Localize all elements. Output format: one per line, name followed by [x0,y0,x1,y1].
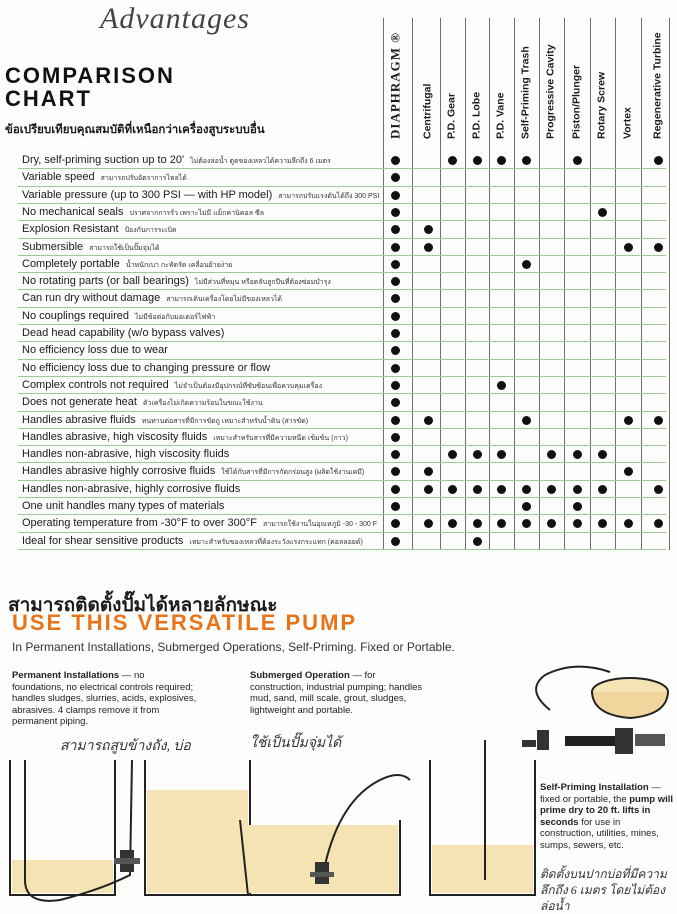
submerged-operation-text [250,670,430,716]
column-header-label: Progressive Cavity [544,44,557,139]
row-label [22,241,160,254]
feature-dot [448,485,457,494]
submerged-thai-note: ใช้เป็นปั๊มจุ่มได้ [250,736,342,751]
feature-dot [598,485,607,494]
row-label-english: Handles non-abrasive, high viscosity fluids [22,448,230,461]
feature-dot [654,156,663,165]
row-label-english: Does not generate heat [22,396,137,409]
column-header-label: Regenerative Turbine [651,32,664,139]
column-header-label: P.D. Lobe [470,91,483,139]
row-divider [18,186,666,187]
column-divider [615,18,616,550]
row-label-english: Variable speed [22,171,95,184]
column-header [490,18,512,150]
feature-dot [424,467,433,476]
row-label-thai: ไม่มีข้อต่อกับมอเตอร์ไฟฟ้า [135,313,216,321]
feature-dot [497,381,506,390]
row-label-english: No mechanical seals [22,205,124,218]
self-priming-body-2: for use in construction, utilities, mines, sumps, sewers, etc. [540,816,659,851]
self-priming-pump-unit [515,650,677,760]
feature-dot [391,537,400,546]
feature-dot [391,433,400,442]
row-divider [18,359,666,360]
row-label-thai: เหมาะสำหรับสารที่มีความหนืด เข้มข้น (กาว) [213,434,348,442]
feature-dot [624,467,633,476]
permanent-heading: Permanent Installations [12,670,120,681]
row-label [22,223,177,236]
feature-dot [391,243,400,252]
feature-dot [391,208,400,217]
feature-dot [522,260,531,269]
row-label-english: Handles non-abrasive, highly corrosive fluids [22,482,241,495]
feature-dot [598,450,607,459]
column-divider [669,18,670,550]
feature-dot [391,277,400,286]
feature-dot [654,243,663,252]
row-label [22,171,187,184]
row-label-thai: สามารถปรับแรงดันได้ถึง 300 PSI [278,192,380,200]
column-header-label: DIAPHRAGM ® [387,31,403,139]
submerged-body: — for construction, industrial pumping; handles mud, sand, mill scale, grout, sludges, lightweight and portable. [250,670,423,716]
feature-dot [391,519,400,528]
feature-dot [391,381,400,390]
feature-dot [497,485,506,494]
row-label-english: Variable pressure (up to 300 PSI — with HP model) [22,188,273,201]
feature-dot [598,208,607,217]
feature-dot [391,260,400,269]
feature-dot [598,519,607,528]
row-label [22,414,308,427]
versatile-subtitle: In Permanent Installations, Submerged Operations, Self-Priming. Fixed or Portable. [12,640,455,654]
row-label-thai: สามารถเดินเครื่องโดยไม่มีของเหลวได้ [166,296,282,304]
row-label [22,500,224,512]
column-header [466,18,488,150]
row-divider [18,376,666,377]
comparison-chart-title [5,64,175,110]
row-label [22,258,232,271]
feature-dot [424,225,433,234]
column-header [540,18,562,150]
row-label-english: Can run dry without damage [22,292,161,305]
row-divider [18,203,666,204]
row-divider [18,549,666,550]
row-label [22,275,331,288]
row-divider [18,445,666,446]
column-header-label: P.D. Gear [445,93,458,139]
feature-dot [547,485,556,494]
row-label-english: Dry, self-priming suction up to 20' [22,154,185,166]
row-label-thai: ทนทานต่อสารที่มีการขัดถู เหมาะสำหรับน้ำดิน (สารขัด) [141,417,309,425]
row-divider [18,220,666,221]
row-divider [18,462,666,463]
feature-dot [473,519,482,528]
row-label [22,206,264,219]
feature-dot [522,519,531,528]
feature-dot [424,519,433,528]
feature-dot [497,519,506,528]
feature-dot [473,450,482,459]
feature-dot [522,416,531,425]
row-label [22,362,270,374]
feature-dot [547,450,556,459]
row-label [22,310,215,323]
row-divider [18,393,666,394]
row-label-english: No efficiency loss due to changing pressure or flow [22,361,271,374]
column-header [617,18,639,150]
row-label [22,517,377,530]
row-label-thai: สามารถใช้งานในอุณหภูมิ -30 - 300 F [263,521,377,529]
row-label-english: Dead head capability (w/o bypass valves) [22,327,225,339]
column-header-label: Self-Priming Trash [519,46,532,139]
column-header-label: Centrifugal [421,83,434,139]
feature-dot [391,173,400,182]
feature-dot [391,450,400,459]
row-divider [18,168,666,169]
feature-dot [424,243,433,252]
row-label-english: No couplings required [22,309,130,322]
row-divider [18,272,666,273]
feature-dot [424,485,433,494]
feature-dot [391,225,400,234]
column-header [515,18,537,150]
row-label [22,327,224,339]
feature-dot [391,156,400,165]
feature-dot [473,485,482,494]
self-priming-illustration [430,740,600,895]
feature-dot [391,398,400,407]
versatile-thai-heading: สามารถติดตั้งปั๊มได้หลายลักษณะ [8,595,278,616]
row-label-english: Submersible [22,240,84,253]
row-label-thai: ปราศจากการรั่ว เพราะไม่มี แม็กคานิคอล ซีล [129,209,264,217]
feature-dot [448,519,457,528]
feature-dot [391,485,400,494]
column-header [384,18,406,150]
feature-dot [654,519,663,528]
row-label [22,535,363,548]
row-label-thai: เหมาะสำหรับของเหลวที่ต้องระวังแรงกระแทก (คอลลอยด์) [189,538,363,546]
feature-dot [573,485,582,494]
feature-dot [448,450,457,459]
permanent-tanks-illustration [10,760,250,901]
self-priming-bold: pump will prime dry to 20 ft. lifts in seconds [540,793,674,828]
row-divider [18,480,666,481]
row-label-english: Completely portable [22,257,120,270]
feature-dot [391,364,400,373]
permanent-thai-note: สามารถสูบข้างถัง, บ่อ [60,739,191,754]
feature-dot [573,156,582,165]
feature-dot [391,329,400,338]
row-label-thai: ตัวเครื่องไม่เกิดความร้อนในขณะใช้งาน [142,400,263,408]
feature-dot [654,485,663,494]
column-header [441,18,463,150]
row-divider [18,289,666,290]
self-priming-body-1: — fixed or portable, the [540,782,661,805]
feature-dot [391,191,400,200]
column-header-label: P.D. Vane [494,92,507,139]
feature-dot [391,294,400,303]
row-divider [18,428,666,429]
feature-dot [473,537,482,546]
feature-dot [424,416,433,425]
feature-dot [391,346,400,355]
row-label [22,431,348,444]
feature-dot [391,416,400,425]
row-divider [18,324,666,325]
column-header [647,18,669,150]
advantages-heading: Advantages [100,2,250,35]
row-label-english: Handles abrasive fluids [22,413,136,426]
feature-dot [573,519,582,528]
row-label-thai: สามารถปรับอัตราการไหลได้ [100,175,187,183]
row-label [22,344,168,356]
row-label-english: Ideal for shear sensitive products [22,534,184,547]
row-divider [18,255,666,256]
row-divider [18,307,666,308]
row-label-english: Explosion Resistant [22,223,119,236]
column-header [591,18,613,150]
row-label-english: One unit handles many types of materials [22,500,225,512]
row-label-english: Complex controls not required [22,378,169,391]
submerged-pump-illustration [240,775,410,895]
row-label-thai: สามารถใช้เป็นปั๊มจุ่มได้ [89,244,160,252]
row-divider [18,514,666,515]
permanent-installation-text [12,670,197,728]
column-header-label: Vortex [621,107,634,139]
row-divider [18,497,666,498]
column-header-label: Piston/Plunger [570,64,583,139]
row-label [22,379,322,392]
row-label [22,483,240,495]
column-divider [412,18,413,550]
row-divider [18,411,666,412]
submerged-heading: Submerged Operation [250,670,350,681]
feature-dot [497,450,506,459]
row-label-english: Handles abrasive highly corrosive fluids [22,465,216,478]
versatile-title: USE THIS VERSATILE PUMP [12,610,358,635]
row-label-thai: ไม่มีส่วนที่หมุน หรือตลับลูกปืนที่ต้องซ่อมบำรุง [194,279,331,287]
feature-dot [624,416,633,425]
feature-dot [522,502,531,511]
row-label [22,292,282,305]
row-label [22,448,229,460]
thai-subtitle: ข้อเปรียบเทียบคุณสมบัติที่เหนือกว่าเครื่องสูบระบบอื่น [5,124,265,136]
feature-dot [573,502,582,511]
feature-dot [448,156,457,165]
feature-dot [522,485,531,494]
row-label-thai: ไม่จำเป็นต้องมีอุปกรณ์ที่ซับซ้อนเพื่อควบคุมเครื่อง [174,382,323,390]
feature-dot [624,519,633,528]
self-priming-heading: Self-Priming Installation [540,782,649,793]
feature-dot [391,467,400,476]
row-divider [18,341,666,342]
row-label [22,465,364,478]
title-line-2: CHART [5,86,92,111]
permanent-body: — no foundations, no electrical controls required; handles sludges, slurries, acids, explosives, abrasives. 4 clamps remove it from permanent piping. [12,670,197,727]
row-label-english: No rotating parts (or ball bearings) [22,275,189,288]
installation-illustrations [0,740,677,911]
row-label [22,154,331,167]
title-line-1: COMPARISON [5,63,175,88]
column-divider [641,18,642,550]
feature-dot [654,416,663,425]
row-label-thai: ไม่ต้องล่อน้ำ ดูดของเหลวได้ความลึกถึง 6 เมตร [190,158,331,165]
feature-dot [391,502,400,511]
row-label-thai: ป้องกันการระเบิด [124,227,177,235]
column-divider [564,18,565,550]
feature-dot [497,156,506,165]
feature-dot [473,156,482,165]
self-priming-thai-note: ติดตั้งบนปากบ่อที่มีความลึกถึง 6 เมตร โดยไม่ต้องล่อน้ำ [540,867,667,913]
row-label-english: Operating temperature from -30°F to over 300°F [22,517,258,530]
row-label-thai: น้ำหนักเบา กะทัดรัด เคลื่อนย้ายง่าย [125,261,233,269]
row-label-english: Handles abrasive, high viscosity fluids [22,430,208,443]
feature-dot [547,519,556,528]
row-divider [18,238,666,239]
row-label-thai: ใช้ได้กับสารที่มีการกัดกร่อนสูง (ผลิตใช้งานเคมี) [221,469,365,477]
column-header-label: Rotary Screw [595,71,608,139]
row-divider [18,532,666,533]
row-label [22,189,379,202]
feature-dot [573,450,582,459]
column-header [566,18,588,150]
feature-dot [391,312,400,321]
column-header [417,18,439,150]
row-label [22,396,263,409]
row-label-english: No efficiency loss due to wear [22,344,168,357]
feature-dot [624,243,633,252]
feature-dot [522,156,531,165]
